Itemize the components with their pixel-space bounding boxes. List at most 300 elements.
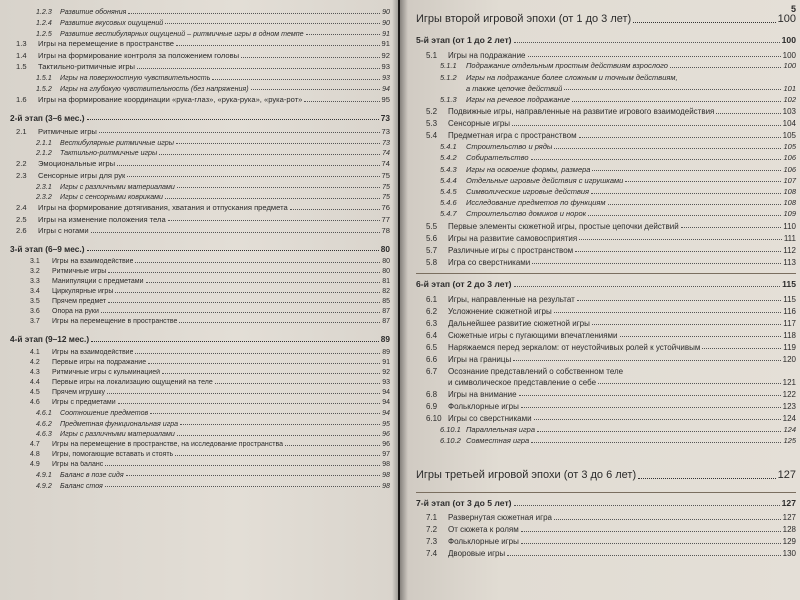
leader-dots [177,187,380,188]
toc-entry [10,347,390,357]
entry-title: Дворовые игры [448,549,506,559]
toc-entry [10,428,390,439]
entry-title: Прячем игрушку [52,388,105,396]
entry-page: 125 [783,436,796,446]
epoch-title: Игры второй игровой эпохи (от 1 до 3 лет) [416,13,632,26]
leader-dots [534,419,781,420]
entry-page: 94 [382,409,390,418]
toc-entry [10,306,390,316]
leader-dots [531,159,782,160]
entry-title: Строительство домиков и норок [466,210,587,219]
entry-title: Игры на поверхностную чувствительность [60,74,211,83]
toc-entry [10,469,390,480]
entry-title: Баланс стоя [60,481,103,490]
leader-dots [135,353,380,354]
leader-dots [117,165,379,166]
toc-section-heading [416,280,796,290]
leader-dots [105,465,380,466]
entry-number: 2.3 [16,170,27,180]
entry-title: Игры с различными материалами [60,430,175,439]
toc-entry [10,449,390,459]
leader-dots [716,113,780,114]
toc-entry [10,256,390,266]
entry-title: и символическое представление о себе [448,378,597,388]
toc-stage4-items [10,347,390,490]
entry-page: 75 [382,182,390,191]
entry-page: 91 [382,358,390,366]
toc-entry [416,185,796,196]
leader-dots [537,431,781,432]
toc-entry [416,60,796,71]
right-page [400,0,800,600]
leader-dots [514,505,780,506]
entry-number: 7.1 [426,513,438,523]
entry-page: 96 [382,440,390,448]
left-toc [10,6,390,490]
entry-page: 112 [783,245,796,255]
leader-dots [91,341,379,342]
leader-dots [176,45,380,46]
leader-dots [306,34,381,35]
toc-entry [416,105,796,117]
epoch-page: 100 [777,13,796,26]
entry-number: 6.5 [426,342,438,352]
toc-stage5-items [416,48,796,267]
epoch-title: Игры третьей игровой эпохи (от 3 до 6 лет) [416,469,637,482]
entry-number: 5.7 [426,245,438,255]
entry-number: 2.6 [16,226,27,236]
leader-dots [513,360,780,361]
entry-page: 75 [381,170,390,180]
entry-page: 123 [782,402,796,412]
entry-number: 7.3 [426,537,438,547]
toc-section-heading [416,36,796,46]
entry-title: Игры на взаимодействие [52,258,134,266]
entry-page: 89 [382,348,390,356]
toc-epoch-heading [416,466,796,482]
leader-dots [101,312,380,313]
entry-number: 6.10.1 [440,424,461,434]
leader-dots [179,322,380,323]
entry-title: Ритмичные игры [52,268,107,276]
entry-page: 93 [381,62,390,72]
entry-number: 3.7 [30,318,40,326]
toc-entry [416,535,796,547]
entry-number: 6.2 [426,306,438,316]
entry-page: 80 [382,268,390,276]
entry-title: Игры на развитие самовосприятия [448,233,578,243]
entry-number: 6.9 [426,402,438,412]
toc-entry [10,202,390,213]
entry-title: Развитие вкусовых ощущений [60,19,164,28]
toc-section-heading [10,245,390,255]
section-title: 3-й этап (6–9 мес.) [10,244,85,254]
toc-section-heading [10,335,390,345]
entry-title: Развернутая сюжетная игра [448,513,552,523]
section-title: 2-й этап (3–6 мес.) [10,113,85,123]
toc-entry [10,367,390,377]
toc-entry [416,93,796,104]
leader-dots [175,455,380,456]
section-page: 73 [380,112,390,123]
entry-page: 78 [381,226,390,236]
leader-dots [108,272,380,273]
toc-entry [10,191,390,202]
toc-entry [10,357,390,367]
toc-entry [10,266,390,276]
leader-dots [290,209,380,210]
book-gutter [392,0,408,600]
entry-page: 122 [782,390,796,400]
entry-page: 103 [782,107,796,117]
entry-title: Различные игры с пространством [448,245,574,255]
toc-entry [416,197,796,208]
leader-dots [165,198,380,199]
entry-number: 6.4 [426,330,438,340]
entry-number: 4.6 [30,398,40,406]
toc-entry [10,158,390,169]
entry-title: Игры на глубокую чувствительность (без напряжения) [60,84,249,93]
entry-page: 77 [381,214,390,224]
entry-page: 128 [782,525,796,535]
entry-number: 4.9.1 [36,471,52,480]
toc-entry [416,511,796,523]
toc-entry [416,219,796,231]
entry-page: 110 [783,221,796,231]
toc-entry [416,387,796,399]
entry-title: Исследование предметов по функциям [466,199,606,208]
leader-dots [146,282,381,283]
entry-number: 2.2 [16,159,27,169]
toc-entry [416,352,796,364]
entry-number: 5.4.4 [440,175,457,185]
toc-entry [416,71,796,82]
toc-entry [10,397,390,407]
leader-dots [212,79,380,80]
entry-number: 4.6.3 [36,430,52,439]
entry-number: 2.3.1 [36,182,52,191]
entry-number: 3.6 [30,308,40,316]
entry-number: 2.5 [16,214,27,224]
entry-page: 97 [382,450,390,458]
entry-page: 129 [782,537,796,547]
entry-title: Сенсорные игры для рук [38,171,126,180]
toc-entry [10,387,390,397]
entry-number: 4.7 [30,440,40,448]
leader-dots [625,181,781,182]
toc-entry [416,129,796,141]
entry-title: Параллельная игра [466,425,536,434]
entry-title: Развитие обоняния [60,8,127,17]
entry-number: 5.1 [426,50,438,60]
leader-dots [241,57,379,58]
entry-number: 1.2.4 [36,19,52,28]
toc-entry [10,93,390,104]
leader-dots [168,220,380,221]
entry-number: 2.1.2 [36,149,52,158]
entry-title: Игры со сверстниками [448,414,532,424]
entry-number: 4.6.1 [36,409,52,418]
entry-page: 76 [381,203,390,213]
entry-title: Прячем предмет [52,298,107,306]
toc-entry [416,255,796,267]
entry-number: 4.6.2 [36,419,52,428]
section-title: 4-й этап (9–12 мес.) [10,335,90,345]
leader-dots [87,250,379,251]
toc-entry [416,328,796,340]
entry-number: 1.5 [16,62,27,72]
entry-title: От сюжета к ролям [448,525,519,535]
entry-number: 1.2.3 [36,8,52,17]
toc-entry [10,136,390,147]
leader-dots [554,148,781,149]
entry-page: 74 [381,159,390,169]
entry-title: Осознание представлений о собственном теле [448,366,624,376]
entry-page: 90 [382,19,390,28]
entry-page: 102 [783,95,796,104]
leader-dots [572,101,782,102]
entry-title: Усложнение сюжетной игры [448,306,552,316]
section-title: 7-й этап (от 3 до 5 лет) [416,498,512,508]
entry-title: Игры на границы [448,354,512,364]
toc-entry [10,17,390,28]
toc-entry [416,411,796,423]
leader-dots [135,262,380,263]
toc-entry [10,38,390,49]
entry-page: 93 [382,378,390,386]
entry-number: 7.2 [426,525,438,535]
entry-number: 1.5.2 [36,84,52,93]
toc-entry [416,231,796,243]
entry-page: 100 [782,50,796,60]
leader-dots [91,232,380,233]
entry-page: 94 [382,388,390,396]
entry-page: 73 [381,126,390,136]
toc-epoch-heading [416,10,796,26]
toc-stage2-items [10,125,390,236]
section-page: 89 [380,334,390,345]
entry-number: 5.6 [426,233,438,243]
toc-section-heading [416,499,796,509]
leader-dots [531,442,781,443]
entry-number: 1.5.1 [36,74,52,83]
toc-entry [10,316,390,326]
leader-dots [608,204,782,205]
entry-number: 5.4.3 [440,164,457,174]
leader-dots [180,424,380,425]
toc-entry [10,296,390,306]
entry-title: Собирательство [466,154,529,163]
leader-dots [670,67,782,68]
entry-page: 90 [382,8,390,17]
entry-number: 3.2 [30,268,40,276]
entry-page: 104 [782,119,796,129]
leader-dots [620,336,782,337]
toc-entry [10,180,390,191]
spacer [416,446,796,460]
epoch-page: 127 [777,469,796,482]
toc-entry [416,141,796,152]
leader-dots [304,101,379,102]
entry-title: Игры на речевое подражание [466,96,570,104]
leader-dots [108,302,380,303]
toc-entry [416,376,796,388]
entry-page: 92 [382,368,390,376]
entry-page: 93 [382,74,390,83]
entry-title: Игры на внимание [448,390,517,400]
toc-entry [10,147,390,158]
toc-entry [416,174,796,185]
leader-dots [528,56,781,57]
entry-page: 117 [783,318,796,328]
entry-title: Игры с различными материалами [60,182,175,191]
entry-number: 3.4 [30,288,40,296]
section-title: 5-й этап (от 1 до 2 лет) [416,36,512,45]
leader-dots [577,300,781,301]
leader-dots [521,407,781,408]
leader-dots [162,373,380,374]
toc-stage7-items [416,511,796,559]
leader-dots [159,154,380,155]
entry-page: 105 [783,142,796,152]
entry-page: 75 [382,193,390,202]
entry-title: Первые игры на локализацию ощущений на теле [52,378,213,386]
entry-page: 87 [382,308,390,316]
toc-entry [416,48,796,60]
entry-number: 1.2.5 [36,29,52,38]
toc-entry [10,276,390,286]
entry-page: 120 [782,354,796,364]
entry-number: 1.3 [16,39,27,49]
section-page: 80 [380,243,390,254]
toc-entry [10,439,390,449]
entry-page: 118 [783,330,796,340]
leader-dots [532,263,781,264]
section-divider [416,492,796,493]
entry-title: Циркулярные игры [52,288,114,296]
entry-title: Тактильно-ритмичные игры [60,149,158,158]
entry-page: 98 [382,460,390,468]
entry-number: 3.1 [30,258,40,266]
section-title: 6-й этап (от 2 до 3 лет) [416,279,512,289]
entry-page: 98 [382,471,390,480]
entry-number: 2.4 [16,203,27,213]
leader-dots [564,89,781,90]
leader-dots [137,68,380,69]
entry-page: 96 [382,430,390,439]
entry-page: 80 [382,258,390,266]
leader-dots [575,251,781,252]
toc-entry [10,61,390,72]
entry-title: Игры на перемещение в пространстве [52,318,178,326]
leader-dots [215,383,380,384]
entry-number: 6.8 [426,390,438,400]
entry-page: 111 [783,233,796,243]
entry-number: 4.9.2 [36,481,52,490]
leader-dots [579,239,782,240]
toc-entry [10,72,390,83]
entry-title: Баланс в позе сидя [60,471,124,480]
entry-title: Игры на баланс [52,460,104,468]
section-divider [416,273,796,274]
entry-number: 5.1.3 [440,95,457,104]
entry-number: 4.2 [30,358,40,366]
leader-dots [514,42,780,43]
toc-entry [416,152,796,163]
toc-entry [416,399,796,411]
toc-section-heading [10,114,390,124]
entry-page: 95 [382,419,390,428]
leader-dots [514,286,781,287]
entry-number: 4.1 [30,348,40,356]
entry-page: 108 [783,186,796,196]
entry-page: 115 [783,294,796,304]
leader-dots [512,125,781,126]
entry-number: 6.7 [426,366,438,376]
toc-entry [416,316,796,328]
leader-dots [702,348,781,349]
leader-dots [591,193,781,194]
entry-title: Ритмичные игры с кульминацией [52,368,161,376]
entry-title: Подражание отдельным простым действиям взрослого [466,62,668,71]
entry-title: Эмоциональные игры [38,160,116,169]
leader-dots [87,119,379,120]
entry-page: 127 [782,513,796,523]
toc-entry [10,83,390,94]
toc-entry [10,125,390,136]
entry-number: 5.2 [426,107,438,117]
entry-title: Игры на освоение формы, размера [466,165,591,174]
toc-entry [10,377,390,387]
entry-page: 82 [382,288,390,296]
entry-page: 92 [381,50,390,60]
entry-page: 74 [382,149,390,158]
page-number: 5 [790,4,796,14]
entry-page: 106 [783,153,796,163]
entry-title: Вестибулярные ритмичные игры [60,138,174,147]
entry-page: 106 [783,164,796,174]
leader-dots [177,435,380,436]
entry-number: 4.3 [30,368,40,376]
entry-number: 5.1.1 [440,61,457,71]
entry-page: 121 [782,378,796,388]
entry-number: 5.4.1 [440,142,457,152]
toc-stage6-items [416,292,796,446]
entry-page: 119 [783,342,796,352]
toc-entry [416,82,796,93]
entry-number: 4.5 [30,388,40,396]
toc-entry [416,304,796,316]
entry-page: 116 [783,306,796,316]
entry-number: 7.4 [426,549,438,559]
toc-entry [416,292,796,304]
entry-number: 5.8 [426,257,438,267]
right-toc [416,4,796,559]
toc-entry [416,423,796,434]
toc-entry [416,340,796,352]
entry-number: 2.1.1 [36,138,52,147]
leader-dots [521,531,781,532]
entry-number: 2.1 [16,126,27,136]
entry-title: Первые элементы сюжетной игры, простые цепочки действий [448,221,679,231]
toc-entry [416,163,796,174]
toc-entry [10,169,390,180]
leader-dots [148,363,380,364]
toc-entry [416,208,796,219]
entry-number: 6.6 [426,354,438,364]
entry-page: 105 [782,131,796,141]
toc-entry [416,243,796,255]
